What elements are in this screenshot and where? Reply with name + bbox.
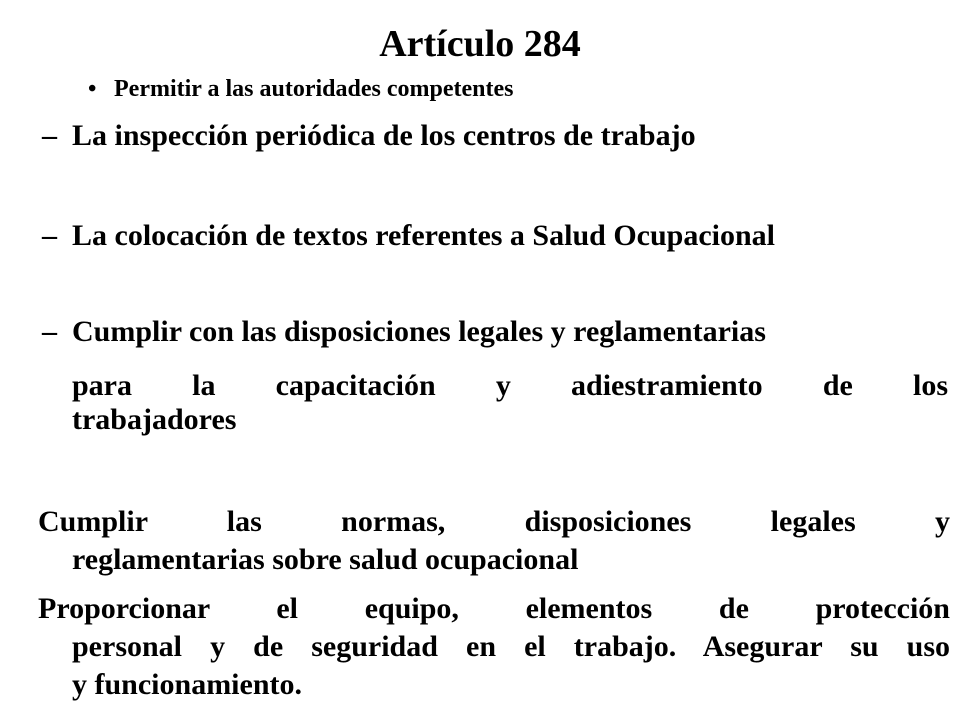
list-item <box>42 117 947 155</box>
slide-title: Artículo 284 <box>379 23 581 65</box>
paragraph-line: y funcionamiento. <box>72 668 303 701</box>
subtitle-bullet-item <box>88 74 513 104</box>
list-item-continuation: para la capacitación y adiestramiento de los <box>72 369 948 402</box>
list-item-continuation: trabajadores <box>72 403 237 436</box>
list-item-text: La inspección periódica de los centros de trabajo <box>72 119 696 152</box>
paragraph-line: personal y de seguridad en el trabajo. Asegurar su uso <box>72 630 950 663</box>
subtitle-text: Permitir a las autoridades competentes <box>114 76 514 102</box>
dash-marker: – <box>42 219 57 252</box>
list-item <box>42 313 947 351</box>
paragraph-normas <box>38 503 950 579</box>
list-item-text: La colocación de textos referentes a Salud Ocupacional <box>72 219 776 252</box>
paragraph-equipo <box>38 590 950 704</box>
paragraph-line: Cumplir las normas, disposiciones legales y <box>38 505 950 538</box>
paragraph-line: reglamentarias sobre salud ocupacional <box>72 543 579 576</box>
dash-marker: – <box>42 119 57 152</box>
dash-marker: – <box>42 315 57 348</box>
list-item-text: Cumplir con las disposiciones legales y reglamentarias <box>72 315 766 348</box>
list-item <box>42 217 947 255</box>
bullet-marker: • <box>88 76 97 102</box>
paragraph-line: Proporcionar el equipo, elementos de protección <box>38 592 950 625</box>
